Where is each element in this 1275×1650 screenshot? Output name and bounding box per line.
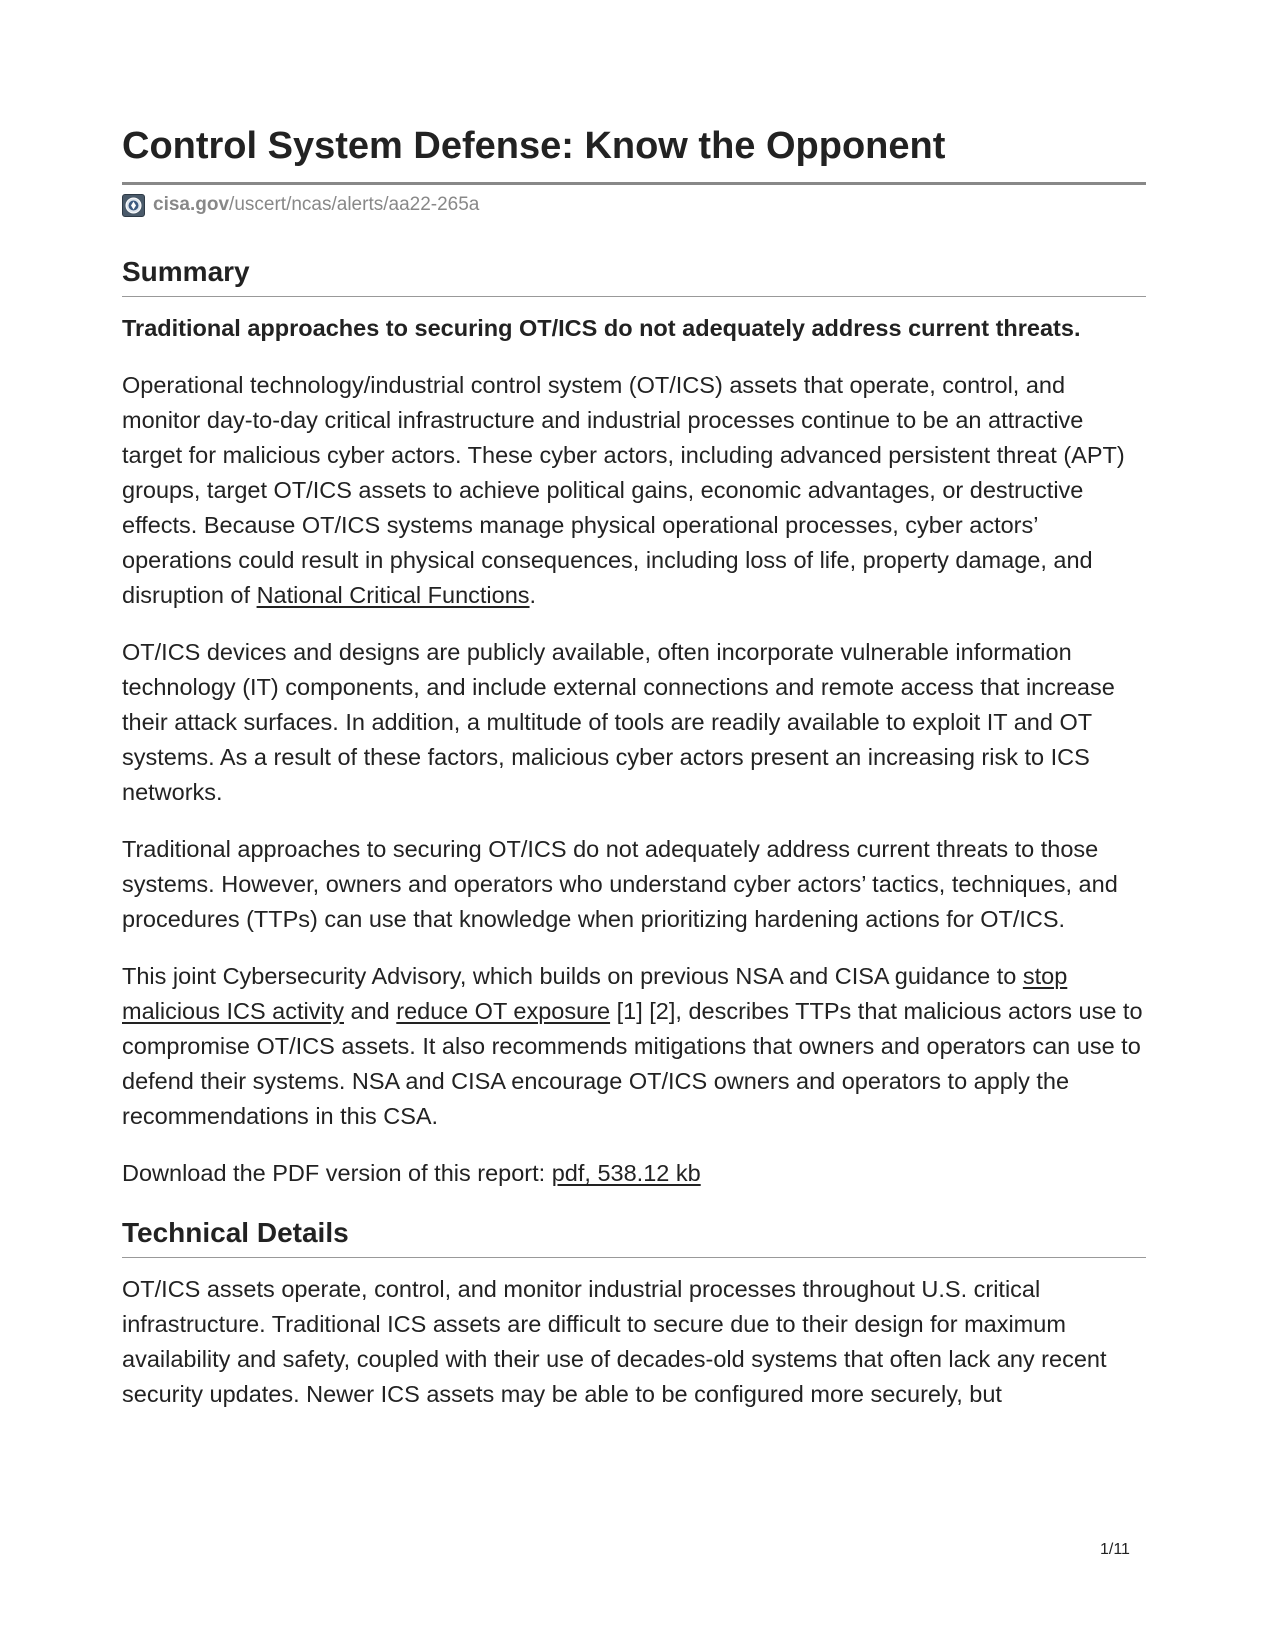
technical-details-heading: Technical Details [122, 1217, 1146, 1258]
technical-paragraph-1: OT/ICS assets operate, control, and monitor industrial processes throughout U.S. critical infrastructure. Traditional ICS assets are difficult to secure due to their design for maximum availability and safety, coupled with their use of decades-old systems that often lack any recent security updates. Newer ICS assets may be able to be configured more securely, but [122, 1275, 1107, 1407]
article [122, 124, 1146, 1412]
paragraph-text: Operational technology/industrial control system (OT/ICS) assets that operate, control, and monitor day-to-day critical infrastructure and industrial processes continue to be an attractive target for malicious cyber actors. These cyber actors, including advanced persistent threat (APT) groups, target OT/ICS assets to achieve political gains, economic advantages, or destructive effects. Because OT/ICS systems manage physical operational processes, cyber actors’ operations could result in physical consequences, including loss of life, property damage, and disruption of [122, 371, 1125, 608]
download-text: Download the PDF version of this report: [122, 1159, 552, 1186]
cisa-seal-icon [122, 194, 145, 217]
summary-paragraph-1 [122, 368, 1146, 613]
page-title: Control System Defense: Know the Opponent [122, 124, 1146, 185]
paragraph-text: . [529, 581, 537, 608]
paragraph-text: [1] [2], describes TTPs that malicious actors use to compromise OT/ICS assets. It also recommends mitigations that owners and operators can use to defend their systems. NSA and CISA encourage OT/ICS owners and operators to apply the recommendations in this CSA. [122, 997, 1143, 1129]
stop-malicious-ics-activity-link[interactable]: stop malicious ICS activity [122, 962, 1068, 1024]
paragraph-text: This joint Cybersecurity Advisory, which builds on previous NSA and CISA guidance to [122, 962, 1023, 989]
pdf-download-link[interactable]: pdf, 538.12 kb [551, 1159, 701, 1186]
summary-lead: Traditional approaches to securing OT/ICS do not adequately address current threats. [122, 314, 1081, 341]
summary-heading: Summary [122, 256, 1146, 297]
paragraph-text: and [344, 997, 397, 1024]
source-line [122, 194, 1146, 217]
summary-paragraph-4 [122, 959, 1146, 1134]
reduce-ot-exposure-link[interactable]: reduce OT exposure [396, 997, 611, 1024]
download-paragraph [122, 1156, 1146, 1191]
source-path: /uscert/ncas/alerts/aa22-265a [229, 194, 480, 216]
page-number: 1/11 [1100, 1541, 1130, 1558]
summary-paragraph-2: OT/ICS devices and designs are publicly available, often incorporate vulnerable information technology (IT) components, and include external connections and remote access that increase their attack surfaces. In addition, a multitude of tools are readily available to exploit IT and OT systems. As a result of these factors, malicious cyber actors present an increasing risk to ICS networks. [122, 638, 1115, 805]
source-domain-link[interactable]: cisa.gov [153, 194, 230, 216]
summary-paragraph-3: Traditional approaches to securing OT/ICS do not adequately address current threats to those systems. However, owners and operators who understand cyber actors’ tactics, techniques, and procedures (TTPs) can use that knowledge when prioritizing hardening actions for OT/ICS. [122, 835, 1118, 932]
national-critical-functions-link[interactable]: National Critical Functions [256, 581, 530, 608]
